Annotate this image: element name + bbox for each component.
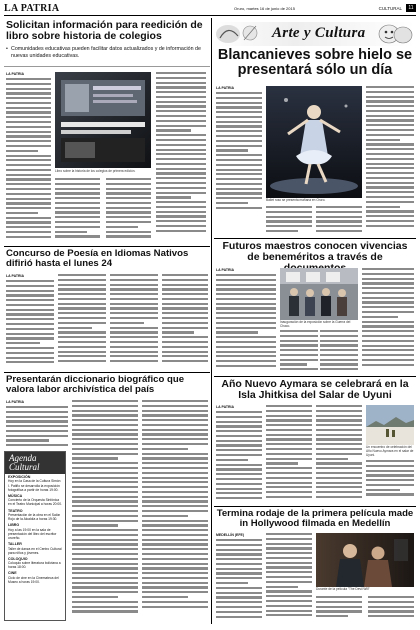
- bullet-item: • Comunidades educativas pueden facilitar datos actualizados y de información de nuevas unidades educativas.: [6, 46, 206, 59]
- body-aymara-col1: [216, 411, 262, 503]
- body-aymara-col4: [366, 460, 414, 503]
- film-photo-image: [316, 533, 414, 587]
- body-poetry-col2: [58, 274, 106, 370]
- ballet-photo: [266, 86, 362, 198]
- body-snow-white-col4: [366, 86, 414, 236]
- body-history-books-col2: [55, 178, 100, 242]
- exhibition-photo: [280, 268, 358, 320]
- issue-date: Oruro, martes 16 de junio de 2015: [234, 6, 295, 11]
- divider: [214, 376, 416, 377]
- body-snow-white-col1: [216, 92, 262, 216]
- book-cover-image: [55, 72, 151, 168]
- body-film-col1: [216, 539, 262, 623]
- byline-film: MEDELLÍN (EFE): [216, 533, 244, 537]
- divider: [214, 506, 416, 507]
- body-aymara-col3: [316, 405, 362, 503]
- page-number: 11: [406, 4, 416, 12]
- body-poetry-col4: [162, 274, 208, 370]
- body-teachers-col1: [216, 274, 276, 374]
- headline-aymara: Año Nuevo Aymara se celebrará en la Isla Jhitkisa del Salar de Uyuni: [221, 378, 409, 402]
- byline-dictionary: LA PATRIA: [6, 400, 25, 404]
- book-cover-photo: [55, 72, 151, 168]
- agenda-item-text: Ciclo de cine en la Cinemateca del Museo a horas 19:00.: [8, 575, 59, 585]
- agenda-item: [5, 522, 65, 541]
- headline-snow-white: Blancanieves sobre hielo se presentará sólo un día: [217, 47, 413, 78]
- body-teachers-col2: [280, 330, 318, 374]
- agenda-item-text: Taller de danza en el Centro Cultural para niños y jóvenes.: [8, 546, 62, 555]
- salar-photo-image: [366, 405, 414, 445]
- byline-aymara: LA PATRIA: [216, 405, 235, 409]
- agenda-item-text: Presentación de la obra en el Salón Rojo de la Alcaldía a horas 19:30.: [8, 513, 61, 522]
- body-snow-white-col2: [266, 206, 312, 236]
- agenda-item-label: TALLER: [8, 542, 22, 547]
- agenda-item-label: COLOQUIO: [8, 556, 28, 561]
- agenda-item-text: Coloquio sobre literatura boliviana a horas 18:00.: [8, 561, 61, 570]
- agenda-item: [5, 493, 65, 508]
- divider: [4, 372, 210, 373]
- film-photo: [316, 533, 414, 587]
- body-history-books-col3: [106, 178, 151, 242]
- byline-teachers: LA PATRIA: [216, 268, 235, 272]
- agenda-item-label: LIBRO: [8, 523, 20, 528]
- headline-dictionary: Presentarán diccionario biográfico que valora labor archivística del país: [6, 374, 185, 396]
- agenda-item-label: TEATRO: [8, 508, 23, 513]
- exhibition-photo-image: [280, 268, 358, 320]
- divider: [4, 66, 210, 67]
- agenda-item-label: EXPOSICIÓN: [8, 475, 31, 479]
- agenda-item: [5, 541, 65, 556]
- agenda-item: [5, 474, 65, 493]
- headline-teachers: Futuros maestros conocen vivencias de beneméritos a través de: [222, 240, 408, 264]
- salar-photo: [366, 405, 414, 445]
- body-dictionary-col2: [72, 400, 138, 622]
- byline-snow-white: LA PATRIA: [216, 86, 235, 90]
- photo-caption-film: Durante de la película "The Devil Will": [316, 587, 370, 591]
- photo-caption-aymara: Un encuentro de celebración del Año Nuevo Aymara en el salar de Uyuni.: [366, 445, 414, 457]
- divider: [4, 246, 210, 247]
- body-teachers-col4: [362, 268, 414, 374]
- body-snow-white-col3: [316, 206, 362, 236]
- byline-poetry: LA PATRIA: [6, 274, 25, 278]
- section-name: CULTURAL: [378, 6, 402, 11]
- masthead: [4, 2, 416, 16]
- body-poetry-col1: [6, 280, 54, 370]
- headline-film: Termina rodaje de la primera película made in Hollywood filmada en Medellín: [216, 508, 414, 530]
- body-history-books-col1: [6, 78, 51, 244]
- agenda-item: [5, 570, 65, 585]
- agenda-item-text: Concierto de la Orquesta Sinfónica en el Teatro Municipal a horas 20:00.: [8, 498, 63, 507]
- agenda-item-label: CINE: [8, 571, 17, 576]
- body-history-books-col4: [156, 72, 206, 242]
- agenda-title: Agenda Cultural: [5, 452, 65, 474]
- body-dictionary-col1: [6, 406, 68, 448]
- ballet-photo-image: [266, 86, 362, 198]
- banner-title: Arte y Cultura: [272, 25, 366, 41]
- headline-history-books: Solicitan información para reedición de libro sobre historia de colegios: [6, 19, 203, 43]
- body-film-col2: [266, 533, 312, 623]
- body-film-col3: [316, 596, 362, 624]
- banner-masks-icon: [375, 22, 415, 46]
- agenda-item-text: Hoy en la Casa de la Cultura Simón I. Patiño se desarrolla la exposición fotográfica a partir de horas 19:00.: [8, 479, 61, 492]
- photo-caption-snow-white: Ballet ruso se presenta mañana en Oruro.: [266, 198, 326, 202]
- body-poetry-col3: [110, 274, 158, 370]
- byline-history-books: LA PATRIA: [6, 72, 25, 76]
- column-rule: [211, 18, 212, 624]
- body-dictionary-col3: [142, 400, 208, 622]
- agenda-item-label: MÚSICA: [8, 493, 23, 498]
- body-aymara-col2: [266, 405, 312, 503]
- agenda-item-text: Hoy a las 19:00 en la sala de presentación del libro del escritor orureño.: [8, 527, 57, 540]
- agenda-item: [5, 556, 65, 571]
- bullets-history-books: [6, 46, 206, 61]
- section-banner: [214, 22, 415, 46]
- photo-caption-history-books: Libro sobre la historia de los colegios de primera edición.: [55, 169, 136, 173]
- divider: [214, 238, 416, 239]
- photo-caption-teachers: Inauguración de la exposición sobre la Guerra del Chaco.: [280, 320, 351, 328]
- agenda-item: [5, 508, 65, 523]
- banner-artwork-icon: [214, 22, 272, 46]
- headline-poetry: Concurso de Poesía en Idiomas Nativos difirió hasta el lunes 24: [6, 248, 189, 270]
- body-teachers-col3: [320, 330, 358, 374]
- body-film-col4: [368, 596, 414, 624]
- newspaper-brand: LA PATRIA: [4, 3, 60, 14]
- agenda-cultural-box: [4, 451, 66, 621]
